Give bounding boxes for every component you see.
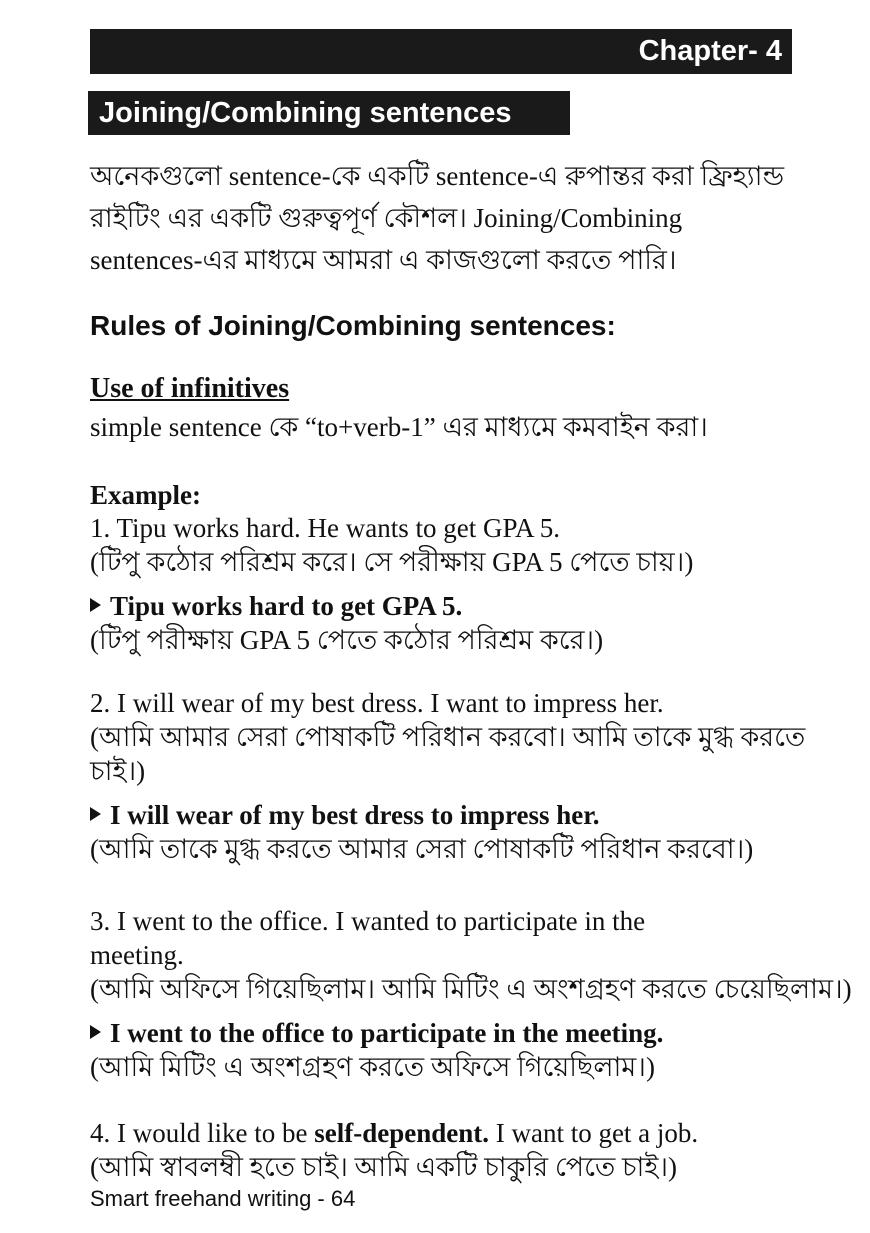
arrow-icon: [90, 807, 101, 821]
intro-line-2: রাইটিং এর একটি গুরুত্বপূর্ণ কৌশল। Joining/Combining: [90, 203, 683, 233]
example-1-question-bn: (টিপু কঠোর পরিশ্রম করে। সে পরীক্ষায় GPA 5 পেতে চায়।): [90, 547, 694, 577]
example-4-question-pre: 4. I would like to be: [90, 1118, 315, 1148]
page-title: Joining/Combining sentences: [99, 97, 512, 129]
example-3: [90, 904, 852, 1084]
example-2-answer-bn: (আমি তাকে মুগ্ধ করতে আমার সেরা পোষাকটি পরিধান করবো।): [90, 834, 754, 864]
infinitives-section: [90, 372, 810, 444]
page-footer: Smart freehand writing - 64: [90, 1186, 356, 1211]
example-3-question-bn: (আমি অফিসে গিয়েছিলাম। আমি মিটিং এ অংশগ্রহণ করতে চেয়েছিলাম।): [90, 974, 852, 1004]
example-4: [90, 1116, 810, 1184]
example-4-question-bn: (আমি স্বাবলম্বী হতে চাই। আমি একটি চাকুরি পেতে চাই।): [90, 1152, 678, 1182]
example-label: [90, 478, 810, 512]
example-3-question-2: meeting.: [90, 940, 184, 970]
intro-line-1: অনেকগুলো sentence-কে একটি sentence-এ রুপান্তর করা ফ্রিহ্যান্ড: [90, 161, 784, 191]
example-1-answer-row: [90, 589, 810, 623]
example-4-question: [90, 1116, 810, 1150]
example-3-question-1: 3. I went to the office. I wanted to participate in the: [90, 906, 646, 936]
chapter-bar: [90, 29, 792, 74]
example-label-text: Example:: [90, 480, 201, 510]
arrow-icon: [90, 1025, 101, 1039]
intro-line-3: sentences-এর মাধ্যমে আমরা এ কাজগুলো করতে পারি।: [90, 245, 677, 275]
title-box: [88, 91, 570, 135]
infinitives-heading: Use of infinitives: [90, 373, 290, 404]
example-1-answer-bn: (টিপু পরীক্ষায় GPA 5 পেতে কঠোর পরিশ্রম করে।): [90, 625, 604, 655]
example-2-answer: I will wear of my best dress to impress her.: [110, 800, 600, 830]
example-2-answer-row: [90, 798, 810, 832]
example-1-question: 1. Tipu works hard. He wants to get GPA 5.: [90, 513, 561, 543]
example-3-answer-bn: (আমি মিটিং এ অংশগ্রহণ করতে অফিসে গিয়েছিলাম।): [90, 1052, 655, 1082]
example-1: [90, 511, 810, 657]
infinitives-description: simple sentence কে “to+verb-1” এর মাধ্যমে কমবাইন করা।: [90, 412, 708, 442]
chapter-label: Chapter- 4: [638, 35, 782, 67]
rules-heading: Rules of Joining/Combining sentences:: [90, 310, 616, 341]
example-2: [90, 686, 810, 866]
example-3-answer-row: [90, 1016, 810, 1050]
example-4-question-post: I want to get a job.: [488, 1118, 699, 1148]
example-2-question-bn-1: (আমি আমার সেরা পোষাকটি পরিধান করবো। আমি তাকে মুগ্ধ করতে: [90, 722, 806, 752]
arrow-icon: [90, 598, 101, 612]
example-2-question-bn-2: চাই।): [90, 756, 146, 786]
example-3-answer: I went to the office to participate in the meeting.: [110, 1018, 664, 1048]
example-2-question: 2. I will wear of my best dress. I want to impress her.: [90, 688, 664, 718]
example-1-answer: Tipu works hard to get GPA 5.: [110, 591, 463, 621]
intro-paragraph: [90, 155, 790, 281]
example-4-question-bold: self-dependent.: [314, 1118, 489, 1148]
